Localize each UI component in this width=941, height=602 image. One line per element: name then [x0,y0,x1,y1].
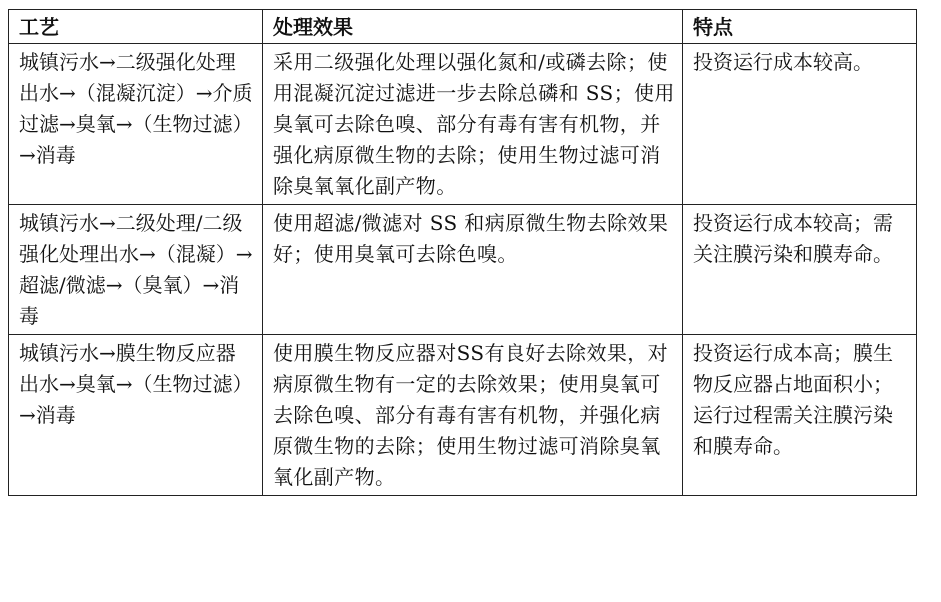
process-cell: 城镇污水→膜生物反应器出水→臭氧→（生物过滤）→消毒 [9,335,263,496]
table-header-row [9,10,917,44]
header-effect: 处理效果 [263,10,683,44]
process-cell: 城镇污水→二级强化处理出水→（混凝沉淀）→介质过滤→臭氧→（生物过滤）→消毒 [9,44,263,205]
table-row [9,335,917,496]
feature-cell: 投资运行成本较高；需关注膜污染和膜寿命。 [683,205,917,335]
header-feature: 特点 [683,10,917,44]
feature-cell: 投资运行成本较高。 [683,44,917,205]
table-row [9,44,917,205]
effect-cell: 使用超滤/微滤对 SS 和病原微生物去除效果好；使用臭氧可去除色嗅。 [263,205,683,335]
feature-cell: 投资运行成本高；膜生物反应器占地面积小；运行过程需关注膜污染和膜寿命。 [683,335,917,496]
cropped-caption [0,0,941,9]
effect-cell: 采用二级强化处理以强化氮和/或磷去除；使用混凝沉淀过滤进一步去除总磷和 SS；使用臭氧可去除色嗅、部分有毒有害有机物，并强化病原微生物的去除；使用生物过滤可消除臭氧氧化副产物。 [263,44,683,205]
table-row [9,205,917,335]
header-process: 工艺 [9,10,263,44]
effect-cell: 使用膜生物反应器对SS有良好去除效果，对病原微生物有一定的去除效果；使用臭氧可去除色嗅、部分有毒有害有机物，并强化病原微生物的去除；使用生物过滤可消除臭氧氧化副产物。 [263,335,683,496]
process-cell: 城镇污水→二级处理/二级强化处理出水→（混凝）→超滤/微滤→（臭氧）→消毒 [9,205,263,335]
process-comparison-table [8,9,917,496]
